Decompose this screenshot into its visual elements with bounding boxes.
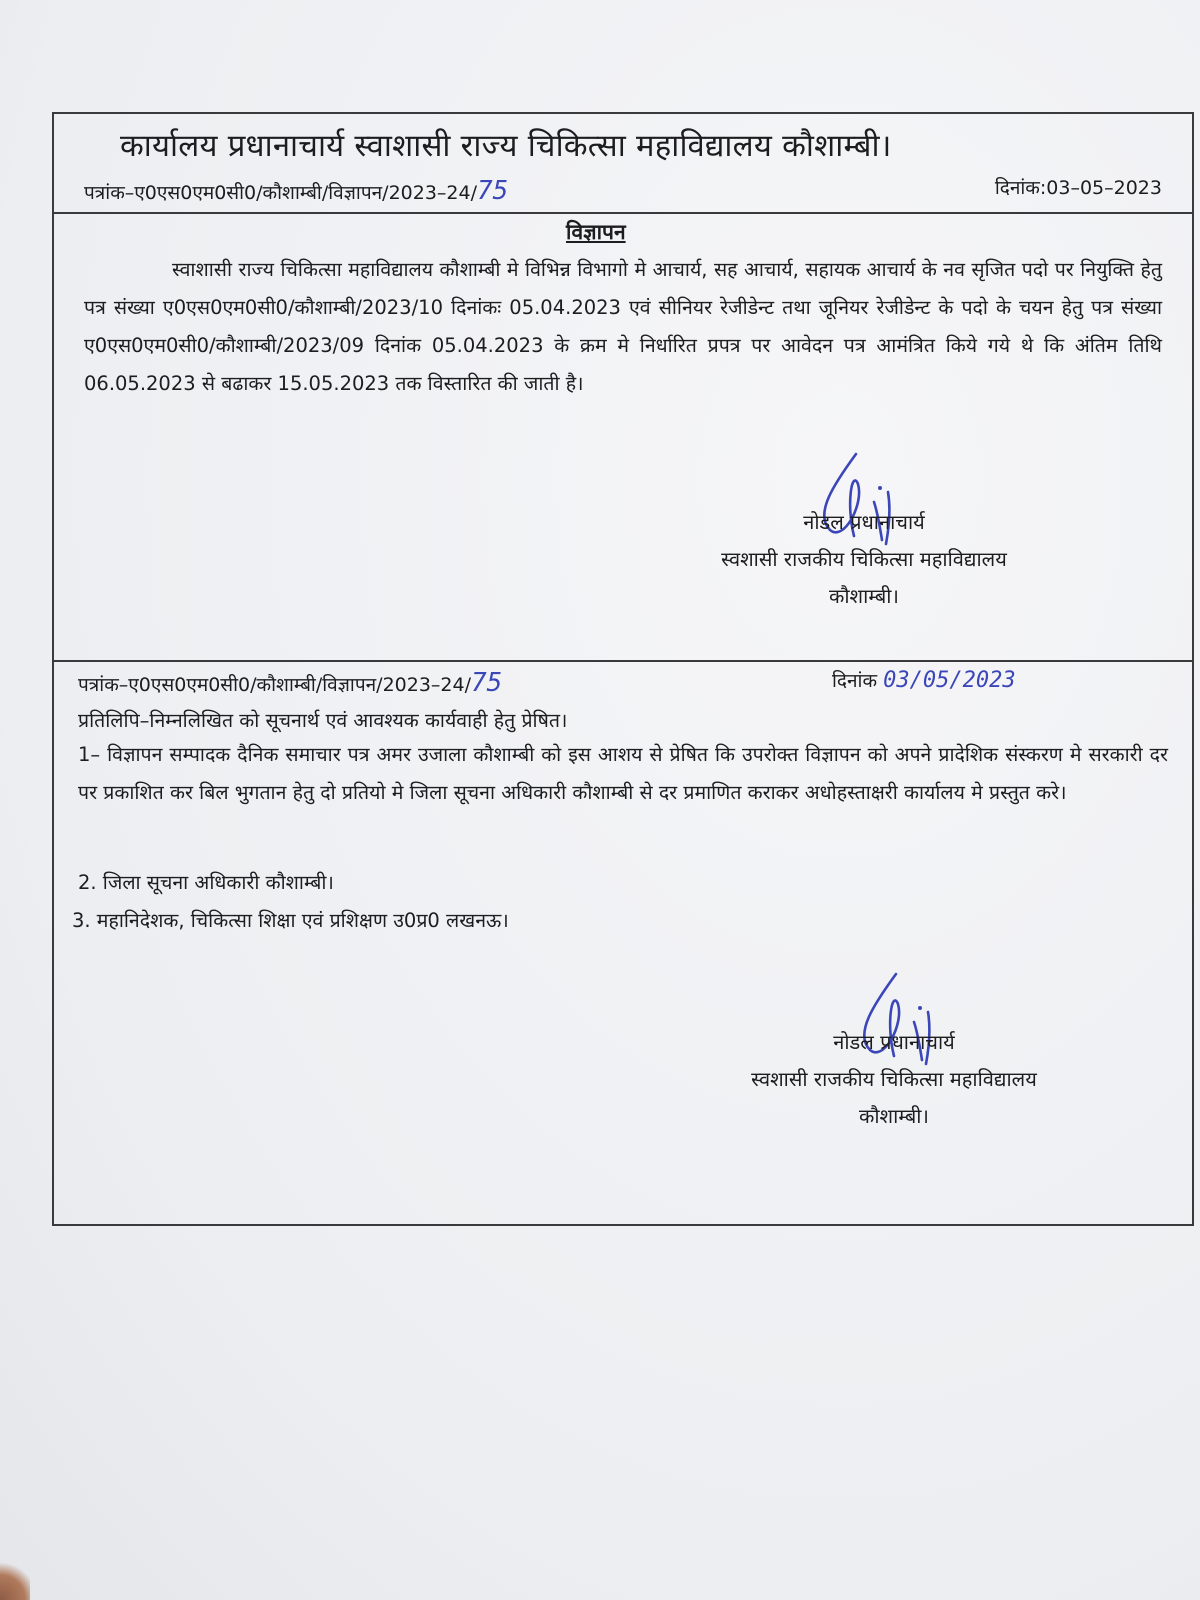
header-divider bbox=[54, 212, 1192, 214]
reference-number bbox=[84, 176, 508, 206]
copy-reference-prefix: पत्रांक–ए0एस0एम0सी0/कौशाम्बी/विज्ञापन/2023–24/ bbox=[78, 674, 471, 696]
signatory-institution: स्वशासी राजकीय चिकित्सा महाविद्यालय bbox=[721, 547, 1007, 571]
notice-date: दिनांक:03–05–2023 bbox=[994, 177, 1162, 199]
copy-signatory-designation: नोडल प्रधानाचार्य bbox=[833, 1030, 955, 1054]
copy-handwritten-reference: 75 bbox=[471, 668, 503, 698]
notice-frame bbox=[52, 112, 1194, 1226]
notice-heading: विज्ञापन bbox=[566, 220, 626, 244]
copy-reference-number bbox=[78, 668, 502, 698]
copy-item-2: 2. जिला सूचना अधिकारी कौशाम्बी। bbox=[78, 871, 334, 894]
reference-prefix: पत्रांक–ए0एस0एम0सी0/कौशाम्बी/विज्ञापन/2023–24/ bbox=[84, 182, 477, 204]
copy-signatory-location: कौशाम्बी। bbox=[859, 1104, 929, 1128]
copy-date bbox=[832, 667, 1016, 693]
section-divider bbox=[54, 660, 1192, 662]
notice-body: स्वाशासी राज्य चिकित्सा महाविद्यालय कौशाम्बी मे विभिन्न विभागो मे आचार्य, सह आचार्य, सहायक आचार्य के नव सृजित पदो पर नियुक्ति हेतु पत्र संख्या ए0एस0एम0सी0/कौशाम्बी/2023/10 दिनांकः 05.04.2023 एवं सीनियर रेजीडेन्ट तथा जूनियर रेजीडेन्ट के पदो के चयन हेतु पत्र संख्या ए0एस0एम0सी0/कौशाम्बी/2023/09 दिनांक 05.04.2023 के क्रम मे निर्धारित प्रपत्र पर आवेदन पत्र आमंत्रित किये गये थे कि अंतिम तिथि 06.05.2023 से बढाकर 15.05.2023 तक विस्तारित की जाती है। bbox=[84, 258, 1162, 395]
thumb-shadow bbox=[0, 1560, 30, 1600]
signatory-designation: नोडल प्रधानाचार्य bbox=[803, 510, 925, 534]
signatory-location: कौशाम्बी। bbox=[829, 584, 899, 608]
copy-signatory-institution: स्वशासी राजकीय चिकित्सा महाविद्यालय bbox=[751, 1067, 1037, 1091]
copy-item-3: 3. महानिदेशक, चिकित्सा शिक्षा एवं प्रशिक्षण उ0प्र0 लखनऊ। bbox=[72, 909, 509, 932]
office-title: कार्यालय प्रधानाचार्य स्वाशासी राज्य चिकित्सा महाविद्यालय कौशाम्बी। bbox=[120, 128, 892, 164]
handwritten-reference: 75 bbox=[477, 176, 509, 206]
copy-signatory-block bbox=[614, 1024, 1174, 1135]
copy-intro: प्रतिलिपि–निम्नलिखित को सूचनार्थ एवं आवश्यक कार्यवाही हेतु प्रेषित। bbox=[78, 709, 568, 732]
notice-signatory-block bbox=[584, 504, 1144, 615]
handwritten-date: 03/05/2023 bbox=[883, 668, 1016, 693]
copy-item-1: 1– विज्ञापन सम्पादक दैनिक समाचार पत्र अमर उजाला कौशाम्बी को इस आशय से प्रेषित कि उपरोक्त विज्ञापन को अपने प्रादेशिक संस्करण मे सरकारी दर पर प्रकाशित कर बिल भुगतान हेतु दो प्रतियो मे जिला सूचना अधिकारी कौशाम्बी से दर प्रमाणित कराकर अधोहस्ताक्षरी कार्यालय मे प्रस्तुत करे। bbox=[78, 743, 1168, 804]
copy-date-label: दिनांक bbox=[832, 670, 878, 692]
